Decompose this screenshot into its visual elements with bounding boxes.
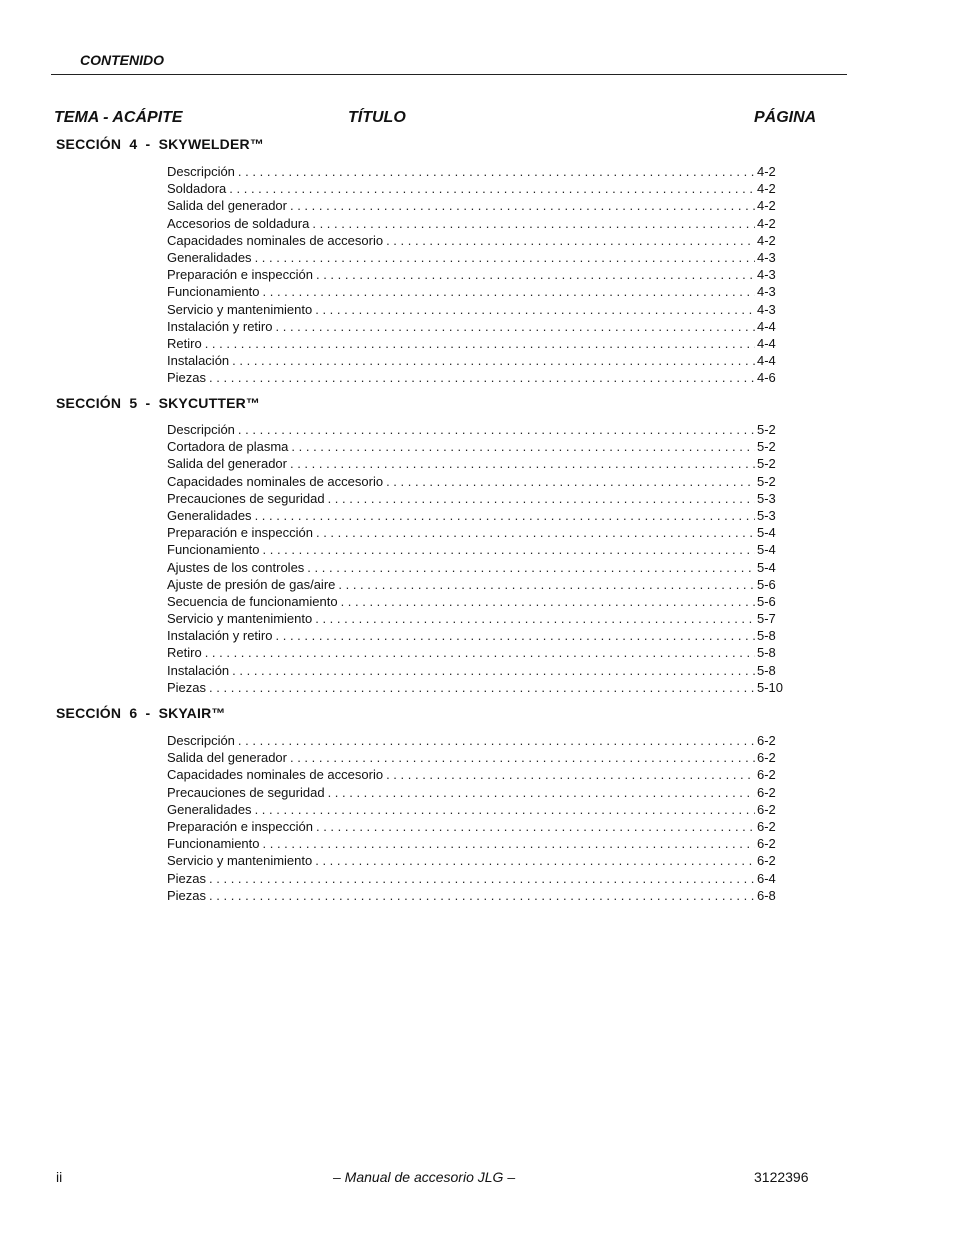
entry-name: Preparación e inspección <box>167 267 313 283</box>
leader-dots <box>205 335 755 352</box>
leader-dots <box>386 473 755 490</box>
entry-name: Capacidades nominales de accesorio <box>167 473 384 489</box>
entry-page: 4-6 <box>757 370 776 386</box>
leader-dots <box>276 627 756 644</box>
entry-name: Funcionamiento <box>167 542 260 558</box>
toc-entry[interactable] <box>167 266 787 283</box>
entry-name: Generalidades <box>167 249 252 265</box>
entry-name: Cortadora de plasma <box>167 439 289 455</box>
entry-page: 5-4 <box>757 525 776 541</box>
entry-page: 6-2 <box>757 733 776 748</box>
entry-name: Accesorios de soldadura <box>167 215 310 231</box>
entry-name: Ajustes de los controles <box>167 559 305 575</box>
toc-entry[interactable] <box>167 801 787 818</box>
entry-page: 4-2 <box>757 181 776 197</box>
entry-page: 5-2 <box>757 473 776 489</box>
leader-dots <box>209 887 755 904</box>
entry-name: Precauciones de seguridad <box>167 784 325 800</box>
footer-manual-title: – Manual de accesorio JLG – <box>333 1169 516 1185</box>
toc-entry[interactable] <box>167 524 787 541</box>
leader-dots <box>290 197 755 214</box>
toc-entry[interactable] <box>167 593 787 610</box>
leader-dots <box>255 507 755 524</box>
entry-page: 5-2 <box>757 456 776 472</box>
entry-name: Salida del generador <box>167 456 287 472</box>
leader-dots <box>276 318 756 335</box>
column-heading-topic: TEMA - ACÁPITE <box>54 109 183 126</box>
entry-page: 5-6 <box>757 576 776 592</box>
entry-name: Retiro <box>167 645 202 661</box>
leader-dots <box>209 369 755 386</box>
footer-document-number: 3122396 <box>754 1169 809 1185</box>
entry-name: Servicio y mantenimiento <box>167 611 313 627</box>
leader-dots <box>232 352 755 369</box>
leader-dots <box>255 801 755 818</box>
entry-page: 5-8 <box>757 628 776 644</box>
leader-dots <box>290 749 755 766</box>
toc-entry[interactable] <box>167 163 787 180</box>
section-heading-6: SECCIÓN 6 - SKYAIR™ <box>56 705 226 721</box>
toc-entry[interactable] <box>167 766 787 783</box>
toc-entry[interactable] <box>167 852 787 869</box>
entry-name: Secuencia de funcionamiento <box>167 593 338 609</box>
section-heading-4: SECCIÓN 4 - SKYWELDER™ <box>56 136 265 152</box>
toc-entry[interactable] <box>167 818 787 835</box>
leader-dots <box>229 180 755 197</box>
entry-name: Piezas <box>167 679 207 695</box>
leader-dots <box>263 283 756 300</box>
leader-dots <box>316 266 755 283</box>
leader-dots <box>341 593 755 610</box>
entry-page: 5-8 <box>757 662 776 678</box>
entry-page: 5-3 <box>757 507 776 523</box>
entry-name: Salida del generador <box>167 198 287 214</box>
entry-page: 6-2 <box>757 853 776 869</box>
entry-page: 5-2 <box>757 422 776 437</box>
leader-dots <box>263 835 756 852</box>
entry-page: 4-3 <box>757 267 776 283</box>
footer-page-number: ii <box>56 1169 63 1185</box>
toc-entry[interactable] <box>167 438 787 455</box>
entry-page: 5-2 <box>757 439 776 455</box>
section-entries-5 <box>167 421 787 696</box>
entry-name: Funcionamiento <box>167 836 260 852</box>
leader-dots <box>209 679 755 696</box>
entry-page: 4-4 <box>757 353 776 369</box>
entry-name: Piezas <box>167 870 207 886</box>
entry-name: Instalación y retiro <box>167 318 273 334</box>
entry-name: Generalidades <box>167 801 252 817</box>
entry-name: Retiro <box>167 335 202 351</box>
toc-entry[interactable] <box>167 627 787 644</box>
entry-page: 5-3 <box>757 490 776 506</box>
page-header-label: CONTENIDO <box>80 52 164 68</box>
toc-entry[interactable] <box>167 784 787 801</box>
entry-name: Servicio y mantenimiento <box>167 301 313 317</box>
entry-name: Funcionamiento <box>167 284 260 300</box>
entry-name: Generalidades <box>167 507 252 523</box>
toc-entry[interactable] <box>167 352 787 369</box>
entry-name: Instalación <box>167 662 230 678</box>
toc-entry[interactable] <box>167 335 787 352</box>
toc-entry[interactable] <box>167 749 787 766</box>
toc-entry[interactable] <box>167 610 787 627</box>
entry-name: Preparación e inspección <box>167 818 313 834</box>
entry-page: 4-2 <box>757 198 776 214</box>
header-rule <box>51 74 847 75</box>
toc-entry[interactable] <box>167 232 787 249</box>
toc-entry[interactable] <box>167 887 787 904</box>
toc-entry[interactable] <box>167 576 787 593</box>
toc-entry[interactable] <box>167 455 787 472</box>
toc-entry[interactable] <box>167 732 787 749</box>
entry-page: 6-2 <box>757 818 776 834</box>
toc-entry[interactable] <box>167 283 787 300</box>
toc-entry[interactable] <box>167 197 787 214</box>
leader-dots <box>238 732 755 749</box>
toc-entry[interactable] <box>167 835 787 852</box>
leader-dots <box>386 766 755 783</box>
toc-entry[interactable] <box>167 318 787 335</box>
leader-dots <box>328 784 755 801</box>
entry-page: 4-4 <box>757 335 776 351</box>
toc-entry[interactable] <box>167 490 787 507</box>
leader-dots <box>328 490 755 507</box>
toc-entry[interactable] <box>167 507 787 524</box>
entry-name: Capacidades nominales de accesorio <box>167 767 384 783</box>
entry-page: 5-4 <box>757 559 776 575</box>
toc-entry[interactable] <box>167 249 787 266</box>
entry-name: Descripción <box>167 422 235 437</box>
toc-entry[interactable] <box>167 559 787 576</box>
leader-dots <box>315 301 755 318</box>
leader-dots <box>238 421 755 438</box>
entry-page: 4-4 <box>757 318 776 334</box>
entry-page: 4-3 <box>757 301 776 317</box>
column-heading-title: TÍTULO <box>348 109 406 126</box>
entry-name: Precauciones de seguridad <box>167 490 325 506</box>
entry-name: Soldadora <box>167 181 227 197</box>
entry-name: Piezas <box>167 370 207 386</box>
entry-page: 4-2 <box>757 232 776 248</box>
entry-name: Instalación <box>167 353 230 369</box>
entry-page: 6-2 <box>757 784 776 800</box>
toc-entry[interactable] <box>167 301 787 318</box>
entry-page: 6-8 <box>757 887 776 903</box>
leader-dots <box>316 524 755 541</box>
entry-page: 6-2 <box>757 801 776 817</box>
entry-name: Servicio y mantenimiento <box>167 853 313 869</box>
entry-name: Salida del generador <box>167 750 287 766</box>
leader-dots <box>315 852 755 869</box>
entry-page: 5-8 <box>757 645 776 661</box>
toc-entry[interactable] <box>167 870 787 887</box>
toc-entry[interactable] <box>167 369 787 386</box>
entry-page: 5-6 <box>757 593 776 609</box>
leader-dots <box>205 644 755 661</box>
section-heading-5: SECCIÓN 5 - SKYCUTTER™ <box>56 395 261 411</box>
entry-name: Descripción <box>167 164 235 179</box>
entry-name: Capacidades nominales de accesorio <box>167 232 384 248</box>
leader-dots <box>312 215 755 232</box>
section-entries-4 <box>167 163 787 386</box>
entry-name: Piezas <box>167 887 207 903</box>
entry-name: Preparación e inspección <box>167 525 313 541</box>
leader-dots <box>315 610 755 627</box>
entry-name: Descripción <box>167 733 235 748</box>
toc-entry[interactable] <box>167 180 787 197</box>
leader-dots <box>263 541 756 558</box>
leader-dots <box>291 438 755 455</box>
entry-page: 5-10 <box>757 679 784 695</box>
leader-dots <box>307 559 755 576</box>
toc-entry[interactable] <box>167 679 787 696</box>
entry-page: 6-4 <box>757 870 776 886</box>
leader-dots <box>290 455 755 472</box>
leader-dots <box>232 662 755 679</box>
toc-entry[interactable] <box>167 473 787 490</box>
toc-entry[interactable] <box>167 541 787 558</box>
leader-dots <box>209 870 755 887</box>
leader-dots <box>386 232 755 249</box>
toc-entry[interactable] <box>167 421 787 438</box>
leader-dots <box>316 818 755 835</box>
toc-entry[interactable] <box>167 644 787 661</box>
entry-page: 4-3 <box>757 249 776 265</box>
entry-page: 6-2 <box>757 836 776 852</box>
entry-name: Instalación y retiro <box>167 628 273 644</box>
column-heading-page: PÁGINA <box>754 109 817 126</box>
entry-name: Ajuste de presión de gas/aire <box>167 576 336 592</box>
entry-page: 4-2 <box>757 164 776 179</box>
toc-entry[interactable] <box>167 215 787 232</box>
entry-page: 6-2 <box>757 750 776 766</box>
leader-dots <box>338 576 755 593</box>
leader-dots <box>255 249 755 266</box>
entry-page: 6-2 <box>757 767 776 783</box>
section-entries-6 <box>167 732 787 904</box>
entry-page: 5-4 <box>757 542 776 558</box>
entry-page: 4-3 <box>757 284 776 300</box>
entry-page: 5-7 <box>757 611 776 627</box>
leader-dots <box>238 163 755 180</box>
toc-entry[interactable] <box>167 662 787 679</box>
entry-page: 4-2 <box>757 215 776 231</box>
